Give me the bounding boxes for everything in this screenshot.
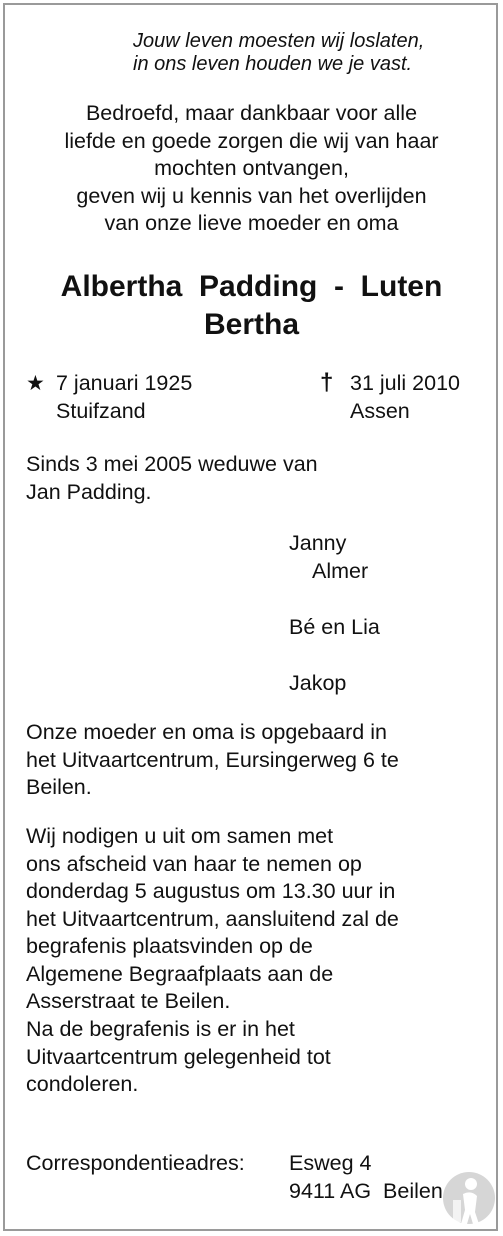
deceased-name bbox=[0, 268, 503, 344]
invitation-paragraph bbox=[26, 823, 399, 1016]
poem-quote bbox=[133, 30, 424, 76]
birth-details bbox=[56, 370, 192, 425]
announcement-intro bbox=[0, 100, 503, 238]
death-date: 31 juli 2010 bbox=[350, 371, 460, 395]
intro-line: geven wij u kennis van het overlijden bbox=[76, 183, 427, 208]
widow-statement bbox=[26, 451, 318, 506]
laid-out-paragraph bbox=[26, 719, 399, 802]
paragraph-line: ons afscheid van haar te nemen op bbox=[26, 851, 362, 876]
intro-line: Bedroefd, maar dankbaar voor alle bbox=[85, 101, 418, 125]
intro-line: mochten ontvangen, bbox=[154, 156, 349, 180]
paragraph-line: condoleren. bbox=[26, 1072, 139, 1096]
intro-line: van onze lieve moeder en oma bbox=[104, 211, 399, 235]
paragraph-line: Na de begrafenis is er in het bbox=[26, 1017, 295, 1041]
death-details bbox=[350, 370, 460, 425]
family-member-almer: Almer bbox=[312, 559, 369, 583]
paragraph-line: Beilen. bbox=[26, 775, 92, 799]
correspondence-city: 9411 AG Beilen bbox=[289, 1179, 443, 1203]
paragraph-line: Algemene Begraafplaats aan de bbox=[26, 961, 334, 986]
poem-line-1: Jouw leven moesten wij loslaten, bbox=[133, 30, 425, 52]
birth-date: 7 januari 1925 bbox=[56, 371, 193, 395]
family-member-janny: Janny bbox=[289, 531, 347, 555]
paragraph-line: begrafenis plaatsvinden op de bbox=[26, 934, 313, 958]
poem-line-2: in ons leven houden we je vast. bbox=[133, 53, 413, 75]
family-member-be-lia: Bé en Lia bbox=[289, 615, 380, 639]
birth-star-icon: ★ bbox=[26, 372, 45, 395]
paragraph-line: donderdag 5 augustus om 13.30 uur in bbox=[26, 879, 396, 903]
paragraph-line: Onze moeder en oma is opgebaard in bbox=[26, 720, 387, 744]
deceased-full-name: Albertha Padding - Luten bbox=[60, 270, 443, 303]
birth-place: Stuifzand bbox=[56, 398, 146, 423]
death-cross-icon: † bbox=[320, 369, 334, 396]
paragraph-line: het Uitvaartcentrum, aansluitend zal de bbox=[26, 906, 399, 931]
family-member-jakop: Jakop bbox=[289, 671, 347, 695]
condolence-paragraph bbox=[26, 1016, 331, 1099]
intro-line: liefde en goede zorgen die wij van haar bbox=[64, 128, 439, 153]
correspondence-label: Correspondentieadres: bbox=[26, 1151, 245, 1175]
paragraph-line: het Uitvaartcentrum, Eursingerweg 6 te bbox=[26, 747, 399, 772]
deceased-call-name: Bertha bbox=[203, 308, 300, 341]
death-place: Assen bbox=[350, 398, 410, 423]
person-silhouette-logo-icon bbox=[441, 1170, 497, 1226]
paragraph-line: Uitvaartcentrum gelegenheid tot bbox=[26, 1044, 331, 1069]
paragraph-line: Wij nodigen u uit om samen met bbox=[26, 824, 334, 848]
widow-line-2: Jan Padding. bbox=[26, 479, 152, 504]
widow-line-1: Sinds 3 mei 2005 weduwe van bbox=[26, 452, 318, 476]
correspondence-street: Esweg 4 bbox=[289, 1151, 372, 1175]
paragraph-line: Asserstraat te Beilen. bbox=[26, 989, 231, 1013]
